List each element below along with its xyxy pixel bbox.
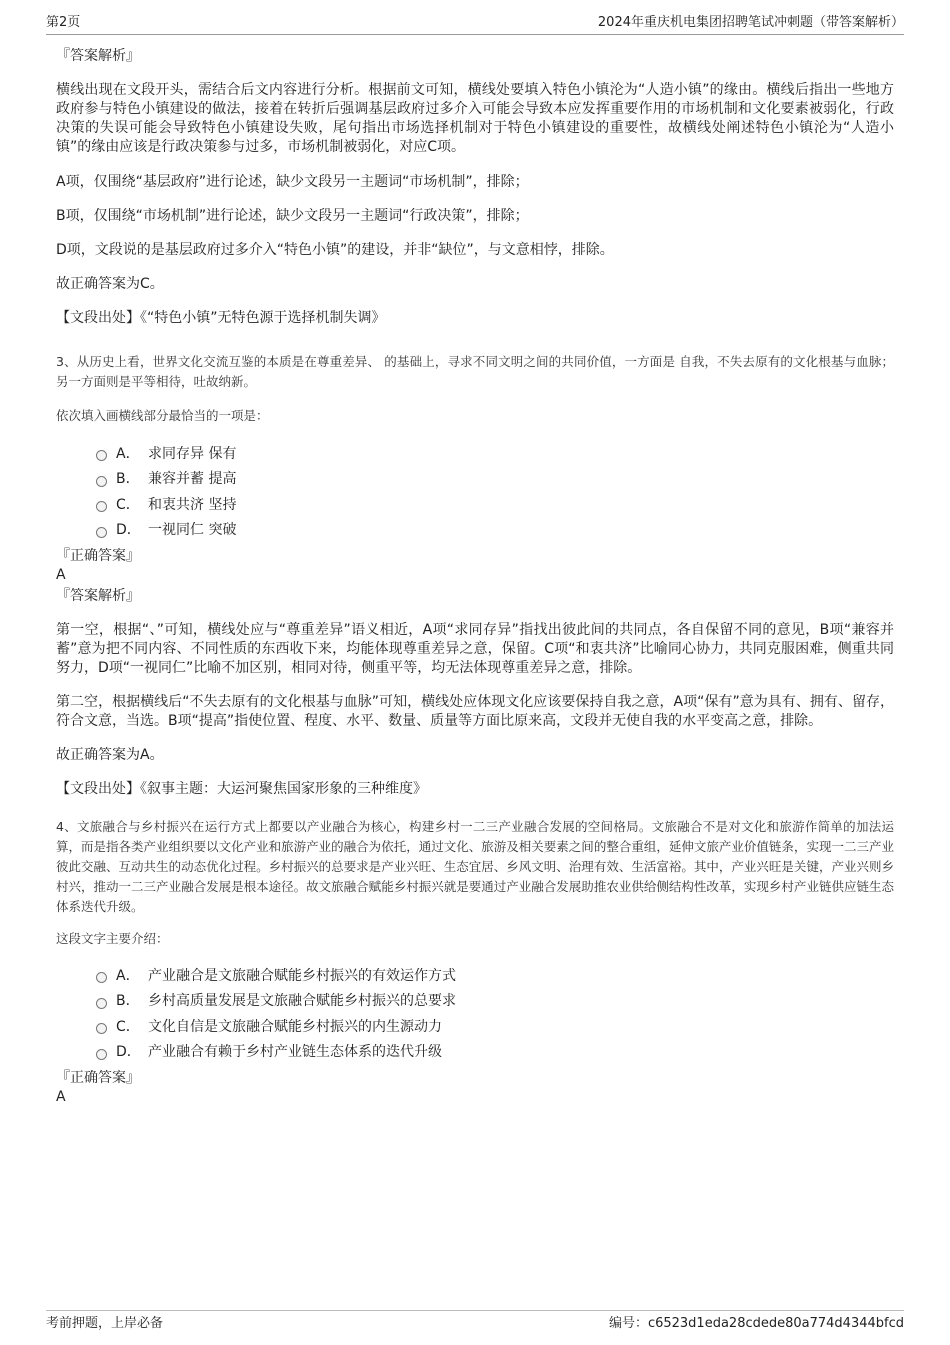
q4-option-a[interactable] [56,962,894,988]
q2-analysis-paragraph: B项，仅围绕“市场机制”进行论述，缺少文段另一主题词“行政决策”，排除； [56,208,529,224]
q4-option-d[interactable] [56,1039,894,1065]
page-footer [46,1310,904,1335]
radio-icon[interactable] [96,527,107,538]
q2-conclusion: 故正确答案为C。 [56,276,164,292]
document-body [56,46,894,1106]
radio-icon[interactable] [96,501,107,512]
page-number: 第2页 [46,15,81,30]
option-letter: B． [116,471,140,488]
option-text: 和衷共济 坚持 [148,496,237,513]
q3-analysis-label: 『答案解析』 [56,588,140,604]
radio-icon[interactable] [96,972,107,983]
q3-correct-answer: A [56,567,66,583]
q3-analysis-paragraph: 第二空，根据横线后“不失去原有的文化根基与血脉”可知，横线处应体现文化应该要保持自我之意，A项“保有”意为具有、拥有、留存，符合文意，当选。B项“提高”指使位置、程度、水平、数量、质量等方面比原来高，文段并无使自我的水平变高之意，排除。 [56,694,894,729]
q2-analysis-label: 『答案解析』 [56,48,140,64]
q3-stem: 3、从历史上看，世界文化交流互鉴的本质是在尊重差异、 的基础上，寻求不同文明之间的共同价值，一方面是 自我，不失去原有的文化根基与血脉；另一方面则是平等相待，吐故纳新。 [56,354,894,389]
q2-source: 【文段出处】《“特色小镇”无特色源于选择机制失调》 [56,310,386,326]
option-text: 求同存异 保有 [148,445,237,462]
page-header [46,14,904,35]
option-letter: D． [116,1044,141,1061]
q2-analysis-paragraph: A项，仅围绕“基层政府”进行论述，缺少文段另一主题词“市场机制”，排除； [56,174,529,190]
q4-options [56,962,894,1064]
q4-prompt: 这段文字主要介绍： [56,931,169,946]
option-letter: A． [116,967,140,984]
option-text: 一视同仁 突破 [148,522,237,539]
q3-source: 【文段出处】《叙事主题：大运河聚焦国家形象的三种维度》 [56,781,427,797]
q3-options [56,440,894,542]
q3-correct-label: 『正确答案』 [56,548,140,564]
option-text: 兼容并蓄 提高 [148,471,237,488]
q4-option-c[interactable] [56,1013,894,1039]
q3-option-a[interactable] [56,440,894,466]
document-id: 编号：c6523d1eda28cdede80a774d4344bfcd [608,1316,904,1331]
q4-stem: 4、文旅融合与乡村振兴在运行方式上都要以产业融合为核心，构建乡村一二三产业融合发展的空间格局。文旅融合不是对文化和旅游作简单的加法运算，而是指各类产业组织要以文化产业和旅游产业的融合为依托，通过文化、旅游及相关要素之间的整合重组，延伸文旅产业价值链条，实现一二三产业彼此交融、互动共生的动态优化过程。乡村振兴的总要求是产业兴旺、生态宜居、乡风文明、治理有效、生活富裕。其中，产业兴旺是关键，产业兴则乡村兴，推动一二三产业融合发展是根本途径。故文旅融合赋能乡村振兴就是要通过产业融合发展助推农业供给侧结构性改革，实现乡村产业链供应链生态体系迭代升级。 [56,819,894,914]
radio-icon[interactable] [96,998,107,1009]
radio-icon[interactable] [96,476,107,487]
option-letter: D． [116,522,141,539]
option-letter: C． [116,496,140,513]
q4-correct-answer: A [56,1089,66,1105]
q3-option-c[interactable] [56,491,894,517]
q4-option-b[interactable] [56,988,894,1014]
q3-analysis-paragraph: 第一空，根据“、”可知，横线处应与“尊重差异”语义相近，A项“求同存异”指找出彼此间的共同点，各自保留不同的意见，B项“兼容并蓄”意为把不同内容、不同性质的东西收下来，均能体现尊重差异之意，保留。C项“和衷共济”比喻同心协力，共同克服困难，侧重共同努力，D项“一视同仁”比喻不加区别，相同对待，侧重平等，均无法体现尊重差异之意，排除。 [56,622,894,676]
option-letter: C． [116,1018,140,1035]
option-text: 文化自信是文旅融合赋能乡村振兴的内生源动力 [148,1018,442,1035]
q3-option-d[interactable] [56,517,894,543]
document-title: 2024年重庆机电集团招聘笔试冲刺题（带答案解析） [597,15,904,30]
q3-option-b[interactable] [56,466,894,492]
q2-analysis-paragraph: 横线出现在文段开头，需结合后文内容进行分析。根据前文可知，横线处要填入特色小镇沦为“人造小镇”的缘由。横线后指出一些地方政府参与特色小镇建设的做法，接着在转折后强调基层政府过多介入可能会导致本应发挥重要作用的市场机制和文化要素被弱化，行政决策的失误可能会导致特色小镇建设失败，尾句指出市场选择机制对于特色小镇建设的重要性，故横线处阐述特色小镇沦为“人造小镇”的缘由应该是行政决策参与过多，市场机制被弱化，对应C项。 [56,82,894,155]
q4-correct-label: 『正确答案』 [56,1070,140,1086]
footer-slogan: 考前押题，上岸必备 [46,1316,164,1331]
option-letter: B． [116,993,140,1010]
option-text: 产业融合有赖于乡村产业链生态体系的迭代升级 [148,1044,442,1061]
radio-icon[interactable] [96,1049,107,1060]
option-text: 产业融合是文旅融合赋能乡村振兴的有效运作方式 [148,967,456,984]
radio-icon[interactable] [96,450,107,461]
option-letter: A． [116,445,140,462]
option-text: 乡村高质量发展是文旅融合赋能乡村振兴的总要求 [148,993,456,1010]
q3-conclusion: 故正确答案为A。 [56,747,164,763]
radio-icon[interactable] [96,1023,107,1034]
q2-analysis-paragraph: D项，文段说的是基层政府过多介入“特色小镇”的建设，并非“缺位”，与文意相悖，排除。 [56,242,614,258]
q3-prompt: 依次填入画横线部分最恰当的一项是： [56,408,269,423]
